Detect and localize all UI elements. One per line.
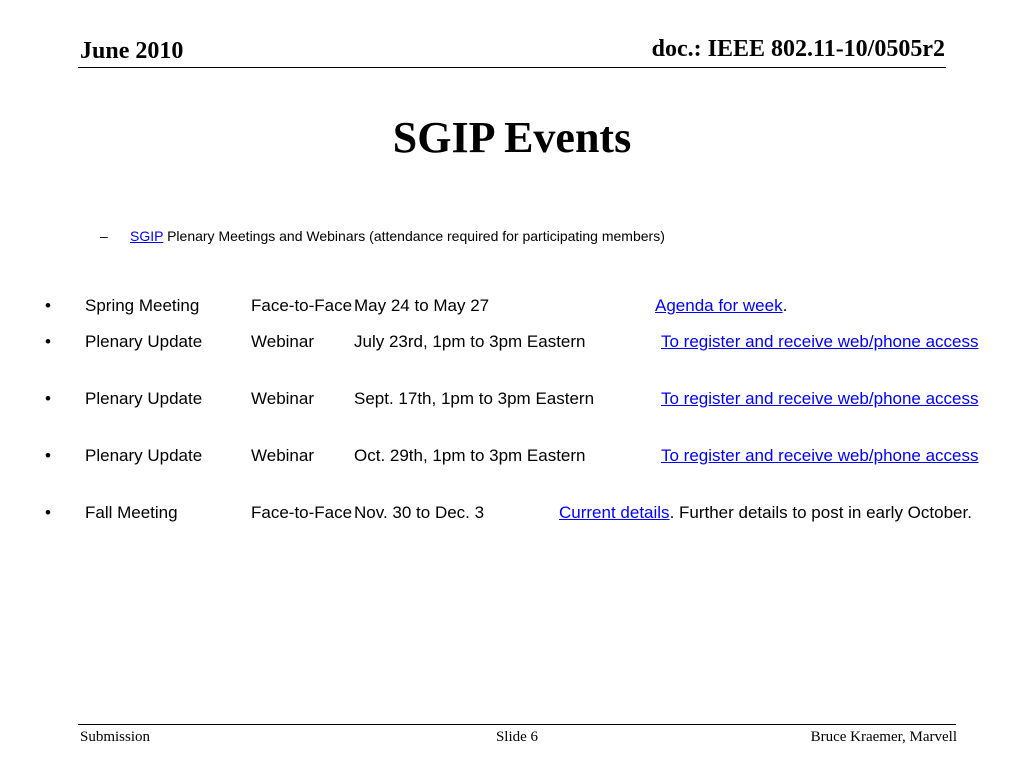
event-date: Nov. 30 to Dec. 3	[354, 503, 485, 522]
register-link[interactable]: To register and receive web/phone access	[661, 389, 979, 408]
event-name: Plenary Update	[85, 446, 203, 465]
event-row	[0, 296, 1024, 320]
agenda-link[interactable]: Agenda for week	[655, 296, 783, 315]
event-name: Plenary Update	[85, 332, 203, 351]
event-link-group	[661, 332, 979, 352]
event-row	[0, 503, 1024, 527]
slide-title: SGIP Events	[392, 113, 632, 162]
sgip-link[interactable]: SGIP	[130, 228, 164, 244]
register-link[interactable]: To register and receive web/phone access	[661, 332, 979, 351]
subheading-dash: –	[100, 228, 108, 244]
subheading	[100, 228, 665, 244]
event-name: Fall Meeting	[85, 503, 178, 522]
event-link-group	[655, 296, 787, 316]
event-link-group	[559, 503, 972, 523]
event-date: Oct. 29th, 1pm to 3pm Eastern	[354, 446, 586, 465]
event-type: Face-to-Face	[251, 296, 353, 315]
event-link-suffix: . Further details to post in early October.	[669, 503, 972, 522]
current-details-link[interactable]: Current details	[559, 503, 670, 522]
register-link[interactable]: To register and receive web/phone access	[661, 446, 979, 465]
subheading-text: Plenary Meetings and Webinars (attendance required for participating members)	[163, 228, 665, 244]
event-link-group	[661, 389, 979, 409]
event-link-suffix: .	[782, 296, 788, 315]
event-type: Webinar	[251, 389, 314, 408]
event-date: July 23rd, 1pm to 3pm Eastern	[354, 332, 586, 351]
event-name: Spring Meeting	[85, 296, 200, 315]
header-date: June 2010	[80, 38, 184, 64]
bullet: •	[45, 503, 51, 522]
event-date: May 24 to May 27	[354, 296, 490, 315]
event-type: Face-to-Face	[251, 503, 353, 522]
event-row	[0, 446, 1024, 470]
event-name: Plenary Update	[85, 389, 203, 408]
bullet: •	[45, 389, 51, 408]
event-row	[0, 332, 1024, 356]
bullet: •	[45, 332, 51, 351]
event-date: Sept. 17th, 1pm to 3pm Eastern	[354, 389, 595, 408]
event-row	[0, 389, 1024, 413]
footer-author: Bruce Kraemer, Marvell	[810, 729, 957, 745]
event-link-group	[661, 446, 979, 466]
header-doc-id: doc.: IEEE 802.11-10/0505r2	[651, 36, 945, 62]
footer-slide-number: Slide 6	[495, 729, 539, 745]
event-type: Webinar	[251, 446, 314, 465]
footer-rule	[78, 724, 956, 725]
header-rule	[78, 67, 946, 68]
footer-submission: Submission	[80, 729, 151, 745]
event-type: Webinar	[251, 332, 314, 351]
bullet: •	[45, 446, 51, 465]
bullet: •	[45, 296, 51, 315]
